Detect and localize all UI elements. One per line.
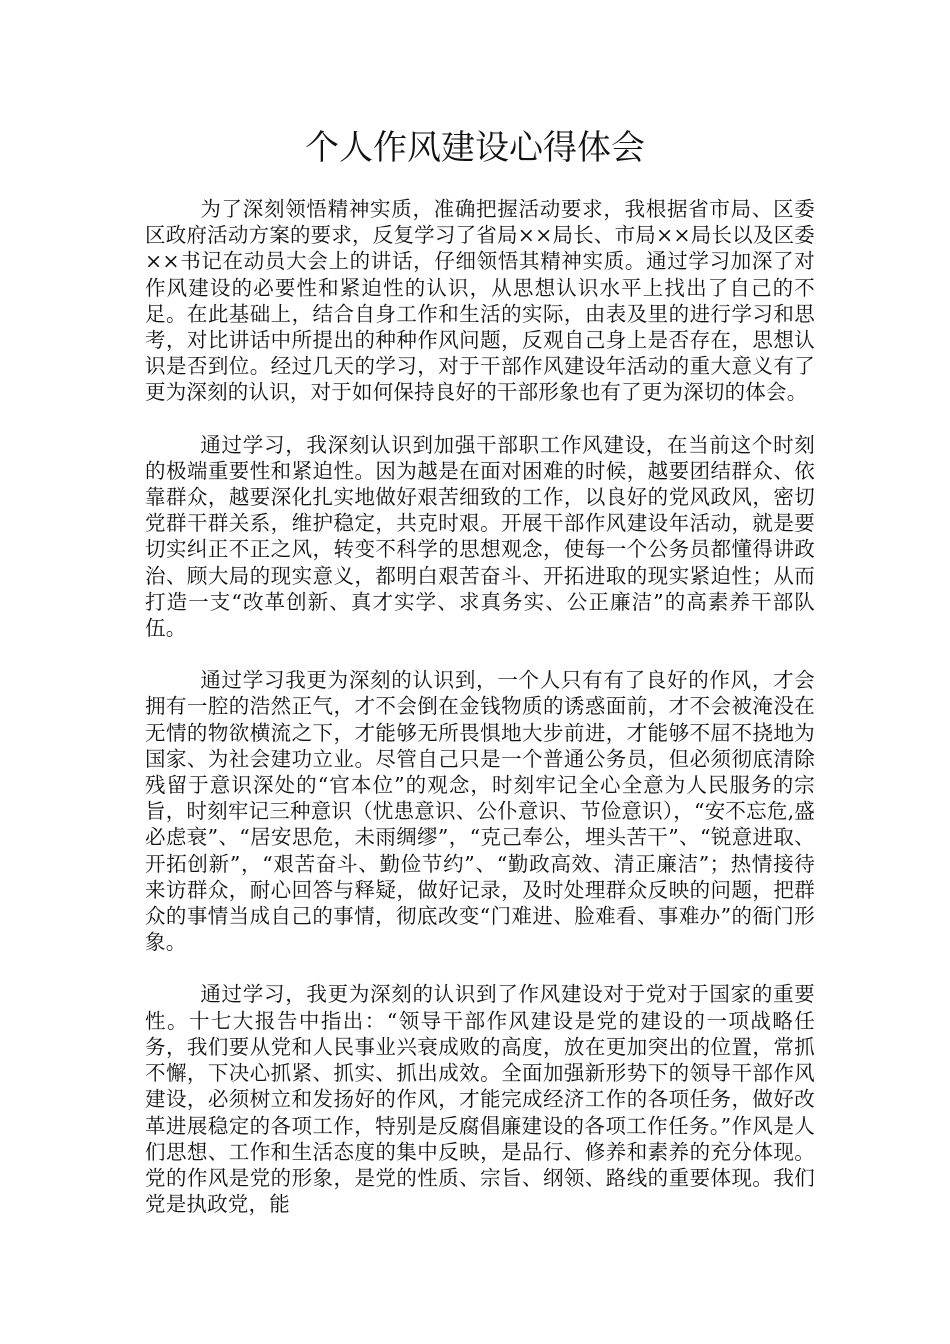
paragraph-1: 为了深刻领悟精神实质，准确把握活动要求，我根据省市局、区委区政府活动方案的要求，反复学习了省局××局长、市局××局长以及区委××书记在动员大会上的讲话，仔细领悟其精神实质。通过学习加深了对作风建设的必要性和紧迫性的认识，从思想认识水平上找出了自己的不足。在此基础上，结合自身工作和生活的实际，由表及里的进行学习和思考，对比讲话中所提出的种种作风问题，反观自己身上是否存在，思想认识是否到位。经过几天的学习，对于干部作风建设年活动的重大意义有了更为深刻的认识，对于如何保持良好的干部形象也有了更为深切的体会。	[145, 197, 815, 405]
paragraph-2: 通过学习，我深刻认识到加强干部职工作风建设，在当前这个时刻的极端重要性和紧迫性。因为越是在面对困难的时候，越要团结群众、依靠群众，越要深化扎实地做好艰苦细致的工作，以良好的党风政风，密切党群干群关系，维护稳定，共克时艰。开展干部作风建设年活动，就是要切实纠正不正之风，转变不科学的思想观念，使每一个公务员都懂得讲政治、顾大局的现实意义，都明白艰苦奋斗、开拓进取的现实紧迫性；从而打造一支“改革创新、真才实学、求真务实、公正廉洁”的高素养干部队伍。	[145, 432, 815, 641]
paragraph-4: 通过学习，我更为深刻的认识到了作风建设对于党对于国家的重要性。十七大报告中指出：“领导干部作风建设是党的建设的一项战略任务，我们要从党和人民事业兴衰成败的高度，放在更加突出的位置，常抓不懈，下决心抓紧、抓实、抓出成效。全面加强新形势下的领导干部作风建设，必须树立和发扬好的作风，才能完成经济工作的各项任务，做好改革进展稳定的各项工作，特别是反腐倡廉建设的各项工作任务。”作风是人们思想、工作和生活态度的集中反映，是品行、修养和素养的充分体现。党的作风是党的形象，是党的性质、宗旨、纲领、路线的重要体现。我们党是执政党，能	[145, 982, 815, 1217]
paragraph-3: 通过学习我更为深刻的认识到，一个人只有有了良好的作风，才会拥有一腔的浩然正气，才不会倒在金钱物质的诱惑面前，才不会被淹没在无情的物欲横流之下，才能够无所畏惧地大步前进，才能够不屈不挠地为国家、为社会建功立业。尽管自己只是一个普通公务员，但必须彻底清除残留于意识深处的“官本位”的观念，时刻牢记全心全意为人民服务的宗旨，时刻牢记三种意识（忧患意识、公仆意识、节俭意识），“安不忘危,盛必虑衰”、“居安思危，未雨绸缪”，“克己奉公，埋头苦干”、“锐意进取、开拓创新”，“艰苦奋斗、勤俭节约”、“勤政高效、清正廉洁”；热情接待来访群众，耐心回答与释疑，做好记录，及时处理群众反映的问题，把群众的事情当成自己的事情，彻底改变“门难进、脸难看、事难办”的衙门形象。	[145, 668, 815, 955]
document-title: 个人作风建设心得体会	[305, 128, 645, 168]
document-body	[145, 196, 815, 1243]
